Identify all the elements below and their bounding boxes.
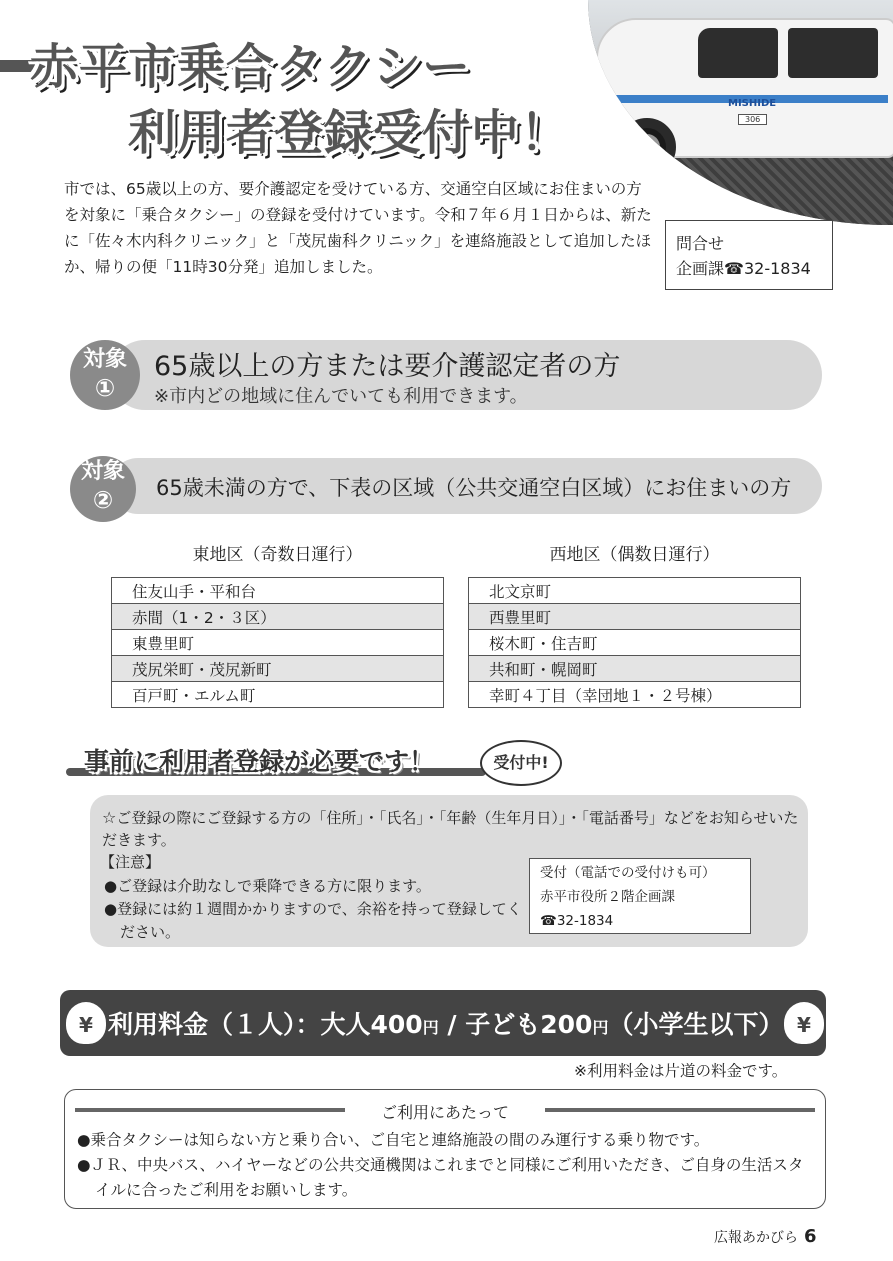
taxi-window-rear — [788, 28, 878, 78]
table-row — [112, 604, 444, 630]
table-row — [469, 656, 801, 682]
contact-line — [676, 256, 822, 281]
list-item: ●登録には約１週間かかりますので、余裕を持って登録してください。 — [104, 900, 522, 941]
target-2-badge-number: ② — [92, 486, 114, 514]
east-district-table — [111, 577, 444, 708]
fee-text — [108, 1005, 783, 1041]
taxi-number: 306 — [738, 114, 767, 125]
registration-heading — [66, 740, 586, 780]
registration-requirement — [102, 807, 802, 851]
east-district-heading: 東地区（奇数日運行） — [192, 545, 363, 565]
list-item: ●ご登録は介助なしで乗降できる方に限ります。 — [104, 877, 431, 895]
fee-yen-child: 円 — [592, 1018, 609, 1037]
table-cell: 百戸町・エルム町 — [112, 682, 444, 708]
table-cell: 住友山手・平和台 — [112, 578, 444, 604]
usage-notes-box — [64, 1089, 826, 1209]
fee-yen-adult: 円 — [422, 1018, 439, 1037]
phone-icon: ☎ — [724, 259, 744, 278]
target-1-badge — [70, 340, 140, 410]
target-2-badge — [70, 456, 136, 522]
intro-text: 市では、65歳以上の方、要介護認定を受けている方、交通空白区域にお住まいの方を対象に「乗合タクシー」の登録を受付けています。令和７年６月１日からは、新たに「佐々木内科クリニック」と「茂尻歯科クリニック」を連絡施設として追加したほか、帰りの便「11時30分発」追加しました。 — [64, 180, 652, 276]
west-district-table — [468, 577, 801, 708]
reception-phone-line — [540, 909, 740, 933]
registration-title: 事前に利用者登録が必要です！ — [84, 747, 435, 776]
fee-banner — [60, 990, 826, 1056]
page-title-line1: 赤平市乗合タクシー — [30, 39, 472, 95]
table-row — [469, 630, 801, 656]
table-row — [469, 682, 801, 708]
table-row — [469, 604, 801, 630]
reception-phone[interactable]: 32-1834 — [556, 913, 614, 929]
publication-name: 広報あかびら — [714, 1230, 798, 1246]
fee-child: / 子ども200 — [438, 1010, 593, 1039]
registration-box — [90, 795, 808, 947]
table-cell: 茂尻栄町・茂尻新町 — [112, 656, 444, 682]
table-row — [112, 630, 444, 656]
page-number: 6 — [804, 1226, 817, 1247]
west-district-heading: 西地区（偶数日運行） — [549, 545, 720, 565]
list-item: ●乗合タクシーは知らない方と乗り合い、ご自宅と連絡施設の間のみ運行する乗り物です。 — [77, 1131, 710, 1149]
phone-icon: ☎ — [540, 913, 557, 929]
reception-line1: 受付（電話での受付けも可） — [540, 865, 716, 881]
target-1-badge-number: ① — [94, 374, 116, 402]
target-section-1 — [70, 340, 822, 410]
notice-heading: 【注意】 — [100, 853, 161, 871]
target-section-2 — [70, 456, 822, 518]
money-bag-icon: ¥ — [784, 1002, 824, 1044]
requirement-text: ご登録の際にご登録する方の「住所」・「氏名」・「年齢（生年月日）」・「電話番号」などをお知らせいただきます。 — [102, 809, 799, 849]
target-1-heading: 65歳以上の方または要介護認定者の方 — [154, 351, 621, 382]
taxi-wheel — [618, 118, 676, 176]
contact-dept: 企画課 — [676, 259, 725, 278]
table-cell: 赤間（1・2・３区） — [112, 604, 444, 630]
table-row — [469, 578, 801, 604]
table-cell: 幸町４丁目（幸団地１・２号棟） — [469, 682, 801, 708]
table-cell: 桜木町・住吉町 — [469, 630, 801, 656]
page-title-line2: 利用者登録受付中！ — [128, 105, 570, 161]
fee-note: ※利用料金は片道の料金です。 — [574, 1062, 788, 1080]
table-cell: 北文京町 — [469, 578, 801, 604]
list-item: ●ＪＲ、中央バス、ハイヤーなどの公共交通機関はこれまでと同様にご利用いただき、ご自身の生活スタイルに合ったご利用をお願いします。 — [77, 1156, 804, 1199]
money-bag-icon: ¥ — [66, 1002, 106, 1044]
contact-label: 問合せ — [676, 234, 725, 253]
fee-label: 利用料金（１人）：大人400 — [108, 1010, 423, 1039]
accepting-stamp: 受付中! — [480, 740, 562, 786]
notice-list — [104, 875, 524, 944]
target-1-badge-label: 対象 — [82, 347, 127, 372]
fee-child-note: （小学生以下） — [608, 1010, 784, 1039]
taxi-brand-logo: MISHIDE — [728, 98, 777, 109]
contact-phone[interactable]: 32-1834 — [743, 259, 811, 278]
contact-box — [665, 220, 833, 290]
east-district — [111, 540, 444, 708]
usage-list — [77, 1128, 817, 1203]
page-footer — [714, 1226, 817, 1247]
target-1-subtext: ※市内どの地域に住んでいても利用できます。 — [154, 386, 528, 407]
table-cell: 東豊里町 — [112, 630, 444, 656]
table-row — [112, 656, 444, 682]
reception-box — [529, 858, 751, 934]
star-icon: ☆ — [102, 808, 117, 827]
table-cell: 西豊里町 — [469, 604, 801, 630]
target-2-heading: 65歳未満の方で、下表の区域（公共交通空白区域）にお住まいの方 — [156, 476, 792, 500]
table-row — [112, 578, 444, 604]
reception-line2: 赤平市役所２階企画課 — [540, 889, 675, 905]
usage-heading: ご利用にあたって — [65, 1100, 825, 1123]
table-cell: 共和町・幌岡町 — [469, 656, 801, 682]
target-2-badge-label: 対象 — [80, 459, 125, 484]
table-row — [112, 682, 444, 708]
west-district — [468, 540, 801, 708]
taxi-window-front — [698, 28, 778, 78]
